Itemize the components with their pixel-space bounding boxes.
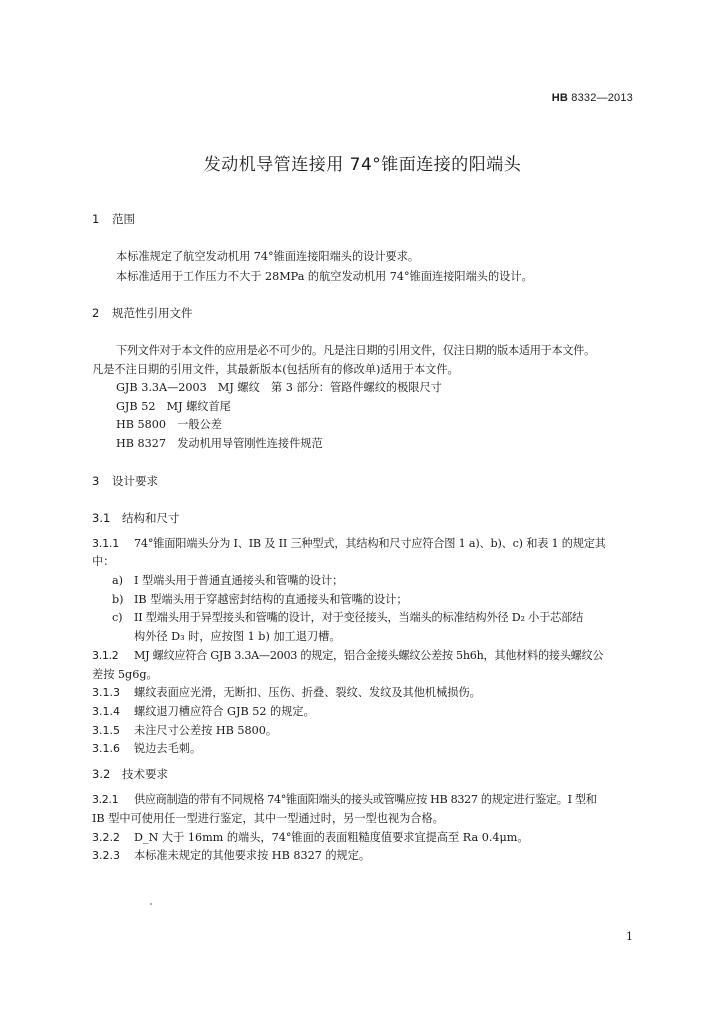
section-3-heading xyxy=(92,473,158,489)
clause-text: D_N 大于 16mm 的端头，74°锥面的表面粗糙度值要求宜提高至 Ra 0.4μm。 xyxy=(134,831,529,844)
clause-3-2-1 xyxy=(92,791,597,807)
clause-number: 3.2.2 xyxy=(92,831,120,844)
clause-continuation: IB 型中可使用任一型进行鉴定，其中一型通过时，另一型也视为合格。 xyxy=(92,812,444,825)
clause-text: 螺纹表面应光滑，无断扣、压伤、折叠、裂纹、发纹及其他机械损伤。 xyxy=(134,686,481,699)
list-label: b) xyxy=(112,593,124,606)
clause-number: 3.1.2 xyxy=(92,649,119,662)
clause-text: 74°锥面阳端头分为 I、IB 及 II 三种型式，其结构和尺寸应符合图 1 a)、b)、c) 和表 1 的规定其 xyxy=(134,537,606,550)
list-item-b xyxy=(112,591,408,607)
clause-number: 3.1.3 xyxy=(92,686,120,699)
clause-3-2-3 xyxy=(92,847,370,863)
section-number: 1 xyxy=(92,212,100,226)
clause-3-1-3 xyxy=(92,684,481,700)
section-title: 规范性引用文件 xyxy=(112,306,193,320)
reference-item: GJB 52 MJ 螺纹首尾 xyxy=(116,400,231,413)
clause-continuation: 中： xyxy=(92,555,115,568)
clause-number: 3.1.1 xyxy=(92,537,119,550)
subsection-3-1-heading xyxy=(92,510,180,526)
clause-3-1-4 xyxy=(92,703,315,719)
section-title: 范围 xyxy=(112,212,135,226)
scan-speck xyxy=(150,903,152,905)
section-number: 2 xyxy=(92,306,100,320)
subsection-number: 3.1 xyxy=(92,511,111,525)
clause-3-1-1 xyxy=(92,535,606,551)
clause-3-1-2 xyxy=(92,647,603,663)
clause-text: 供应商制造的带有不同规格 74°锥面阳端头的接头或管嘴应按 HB 8327 的规定进行鉴定。I 型和 xyxy=(134,793,597,806)
list-item-a xyxy=(112,572,343,588)
document-title: 发动机导管连接用 74°锥面连接的阳端头 xyxy=(203,155,522,175)
section-2-heading xyxy=(92,305,193,321)
clause-number: 3.2.1 xyxy=(92,793,119,806)
list-text: I 型端头用于普通直通接头和管嘴的设计； xyxy=(134,574,344,587)
page-number: 1 xyxy=(626,930,633,943)
reference-item: HB 8327 发动机用导管刚性连接件规范 xyxy=(116,437,323,450)
clause-continuation: 差按 5g6g。 xyxy=(92,668,158,681)
section-1-heading xyxy=(92,211,135,227)
subsection-title: 技术要求 xyxy=(122,767,168,781)
paragraph: 本标准规定了航空发动机用 74°锥面连接阳端头的设计要求。 xyxy=(116,250,420,263)
clause-text: 本标准未规定的其他要求按 HB 8327 的规定。 xyxy=(134,849,371,862)
list-text: II 型端头用于异型接头和管嘴的设计，对于变径接头，当端头的标准结构外径 D₂ 小于芯部结 xyxy=(134,611,584,624)
standard-code-prefix: HB xyxy=(551,92,568,104)
clause-text: 锐边去毛刺。 xyxy=(134,742,202,755)
subsection-number: 3.2 xyxy=(92,767,111,781)
section-title: 设计要求 xyxy=(112,474,158,488)
reference-item: GJB 3.3A—2003 MJ 螺纹 第 3 部分：管路件螺纹的极限尺寸 xyxy=(116,381,442,394)
paragraph: 下列文件对于本文件的应用是必不可少的。凡是注日期的引用文件，仅注日期的版本适用于本文件。 xyxy=(116,344,596,357)
list-label: c) xyxy=(112,611,123,624)
clause-text: MJ 螺纹应符合 GJB 3.3A—2003 的规定，铝合金接头螺纹公差按 5h6h，其他材料的接头螺纹公 xyxy=(134,649,604,662)
clause-text: 未注尺寸公差按 HB 5800。 xyxy=(134,724,278,737)
clause-3-1-5 xyxy=(92,722,277,738)
section-number: 3 xyxy=(92,474,100,488)
list-item-c xyxy=(112,609,583,625)
clause-text: 螺纹退刀槽应符合 GJB 52 的规定。 xyxy=(134,705,315,718)
paragraph: 凡是不注日期的引用文件，其最新版本(包括所有的修改单)适用于本文件。 xyxy=(92,363,459,376)
clause-number: 3.1.4 xyxy=(92,705,120,718)
clause-3-1-6 xyxy=(92,740,201,756)
list-text: IB 型端头用于穿越密封结构的直通接头和管嘴的设计； xyxy=(134,593,408,606)
standard-code-number: 8332—2013 xyxy=(571,92,633,104)
reference-item: HB 5800 一般公差 xyxy=(116,418,222,431)
paragraph: 本标准适用于工作压力不大于 28MPa 的航空发动机用 74°锥面连接阳端头的设计。 xyxy=(116,270,533,283)
clause-number: 3.1.6 xyxy=(92,742,120,755)
subsection-title: 结构和尺寸 xyxy=(122,511,180,525)
subsection-3-2-heading xyxy=(92,766,168,782)
clause-3-2-2 xyxy=(92,829,529,845)
list-label: a) xyxy=(112,574,124,587)
list-item-continuation: 构外径 D₃ 时，应按图 1 b) 加工退刀槽。 xyxy=(134,630,341,643)
clause-number: 3.1.5 xyxy=(92,724,120,737)
clause-number: 3.2.3 xyxy=(92,849,120,862)
standard-code xyxy=(552,92,633,104)
